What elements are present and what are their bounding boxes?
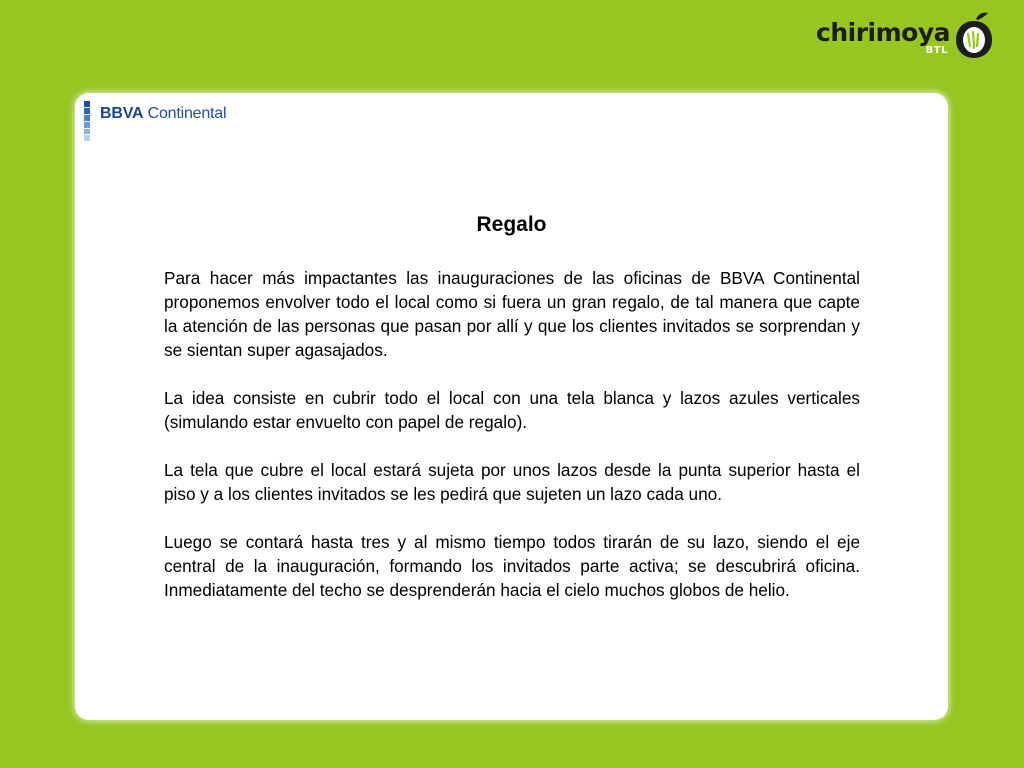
chirimoya-fruit-icon bbox=[952, 10, 996, 60]
paragraph-2: La idea consiste en cubrir todo el local con una tela blanca y lazos azules verticales (simulando estar envuelto con papel de regalo). bbox=[164, 388, 860, 432]
brand-name: chirimoya bbox=[816, 17, 950, 47]
brand-sub: BTL bbox=[925, 44, 948, 56]
page-title: Regalo bbox=[476, 213, 547, 236]
paragraph-3: La tela que cubre el local estará sujeta por unos lazos desde la punta superior hasta el piso y a los clientes invitados se les pedirá que sujeten un lazo cada uno. bbox=[164, 460, 860, 504]
content-card bbox=[75, 93, 948, 720]
bank-name-bold: BBVA bbox=[100, 105, 144, 122]
document-body bbox=[164, 266, 860, 626]
bank-name bbox=[100, 106, 226, 122]
brand-text bbox=[816, 19, 950, 56]
paragraph-1: Para hacer más impactantes las inauguraciones de las oficinas de BBVA Continental proponemos envolver todo el local como si fuera un gran regalo, de tal manera que capte la atención de las personas que pasan por allí y que los clientes invitados se sorprendan y se sientan super agasajados. bbox=[164, 268, 860, 360]
bbva-continental-logo bbox=[84, 101, 226, 141]
bank-name-regular: Continental bbox=[143, 105, 227, 122]
chirimoya-btl-logo bbox=[816, 14, 996, 60]
paragraph-4: Luego se contará hasta tres y al mismo tiempo todos tirarán de su lazo, siendo el eje central de la inauguración, formando los invitados parte activa; se descubrirá oficina. Inmediatamente del techo se desprenderán hacia el cielo muchos globos de helio. bbox=[164, 532, 860, 600]
bbva-bars-icon bbox=[84, 101, 90, 141]
